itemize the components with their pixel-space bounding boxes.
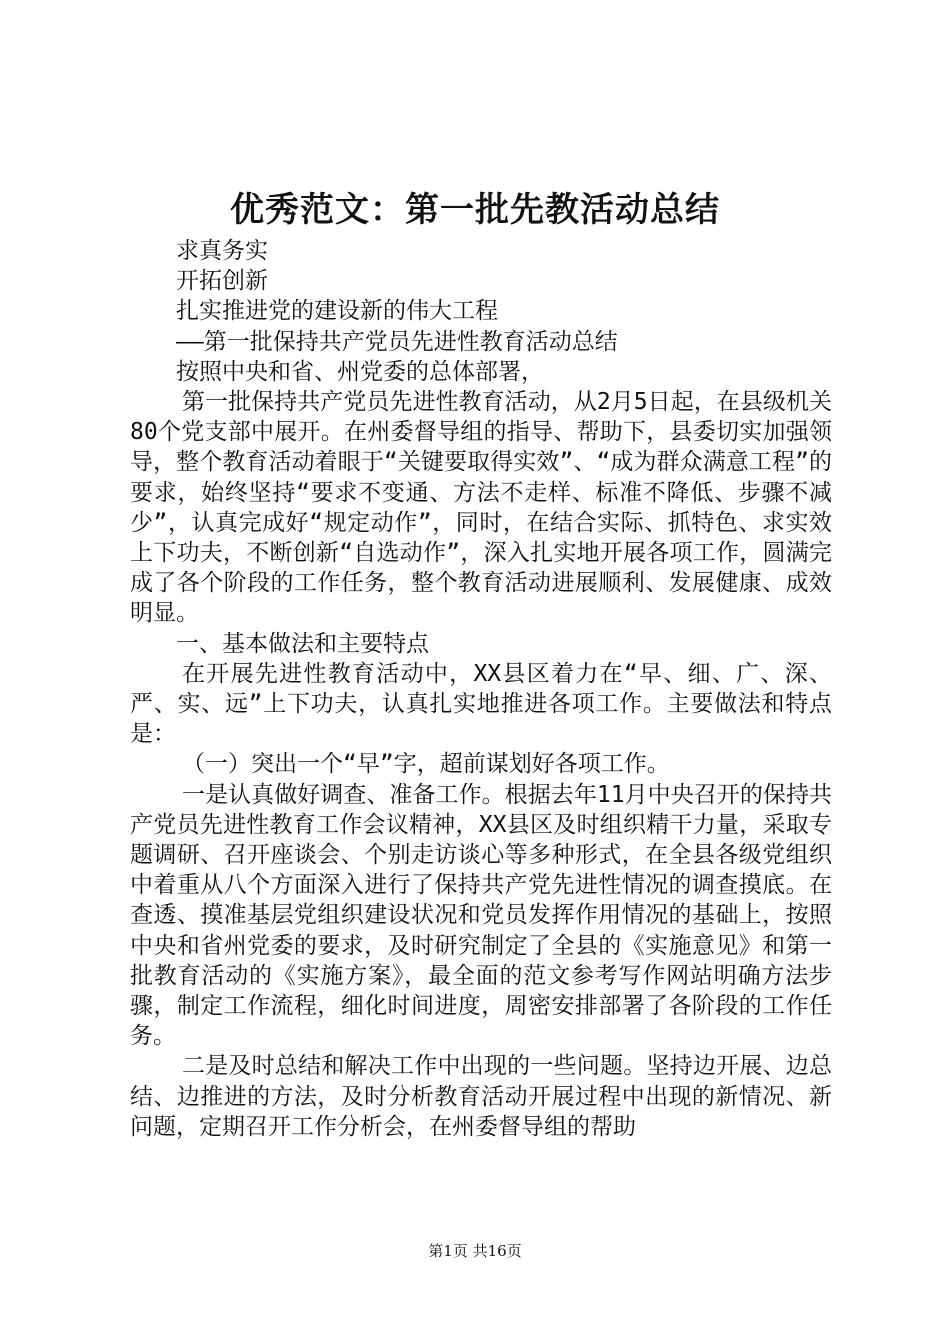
intro-paragraph: 按照中央和省、州党委的总体部署， <box>176 358 544 385</box>
body-paragraph: 二是及时总结和解决工作中出现的一些问题。坚持边开展、边总结、边推进的方法，及时分析教育活动开展过程中出现的新情况、新问题，定期召开工作分析会，在州委督导组的帮助 <box>130 1053 832 1140</box>
subtitle-line: ——第一批保持共产党员先进性教育活动总结 <box>176 328 618 355</box>
slogan-line-1: 求真务实 <box>176 238 268 264</box>
document-title: 优秀范文：第一批先教活动总结 <box>230 190 720 230</box>
body-paragraph: 一是认真做好调查、准备工作。根据去年11月中央召开的保持共产党员先进性教育工作会议精神，XX县区及时组织精干力量，采取专题调研、召开座谈会、个别走访谈心等多种形式，在全县各级党组织中着重从八个方面深入进行了保持共产党先进性情况的调查摸底。在查透、摸准基层党组织建设状况和党员发挥作用情况的基础上，按照中央和省州党委的要求，及时研究制定了全县的《实施意见》和第一批教育活动的《实施方案》，最全面的范文参考写作网站明确方法步骤，制定工作流程，细化时间进度，周密安排部署了各阶段的工作任务。 <box>130 781 832 1050</box>
subsection-heading: （一）突出一个“早”字，超前谋划好各项工作。 <box>182 751 670 778</box>
body-paragraph: 第一批保持共产党员先进性教育活动，从2月5日起，在县级机关80个党支部中展开。在州委督导组的指导、帮助下，县委切实加强领导，整个教育活动着眼于“关键要取得实效”、“成为群众满意工程”的要求，始终坚持“要求不变通、方法不走样、标准不降低、步骤不减少”，认真完成好“规定动作”，同时，在结合实际、抓特色、求实效上下功夫，不断创新“自选动作”，深入扎实地开展各项工作，圆满完成了各个阶段的工作任务，整个教育活动进展顺利、发展健康、成效明显。 <box>130 389 832 627</box>
slogan-line-2: 开拓创新 <box>176 268 268 295</box>
document-body <box>130 236 832 1142</box>
slogan-line-3: 扎实推进党的建设新的伟大工程 <box>176 298 498 325</box>
page-number-footer: 第1页 共16页 <box>428 1242 522 1260</box>
body-paragraph: 在开展先进性教育活动中，XX县区着力在“早、细、广、深、严、实、远”上下功夫，认真扎实地推进各项工作。主要做法和特点是： <box>130 660 832 748</box>
section-heading: 一、基本做法和主要特点 <box>176 630 429 657</box>
